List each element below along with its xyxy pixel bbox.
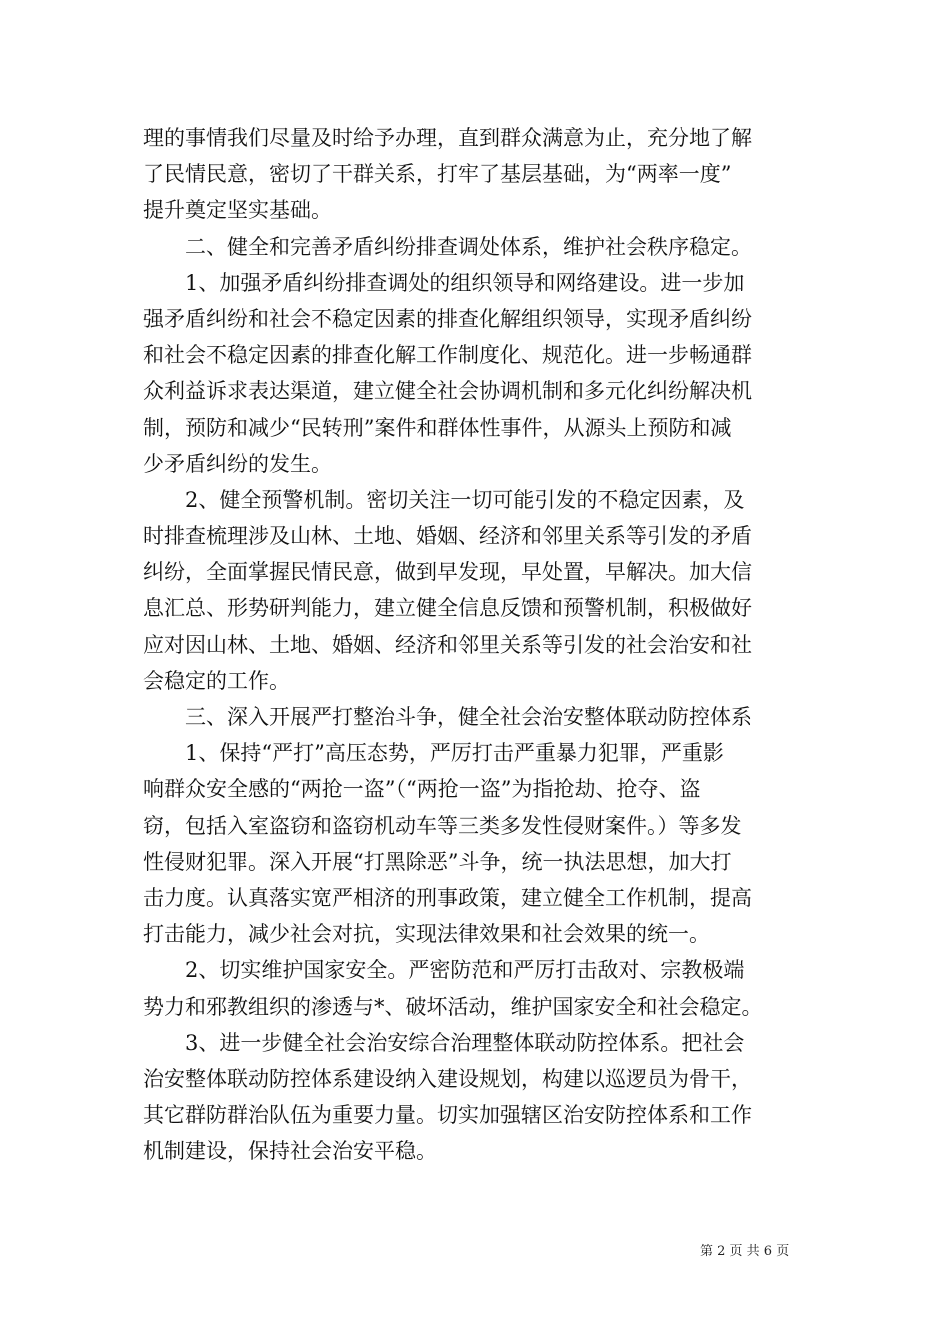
- text-line: 性侵财犯罪。深入开展“打黑除恶”斗争，统一执法思想，加大打: [143, 849, 732, 874]
- text-line: 治安整体联动防控体系建设纳入建设规划，构建以巡逻员为骨干，: [143, 1066, 752, 1091]
- text-line: 三、深入开展严打整治斗争，健全社会治安整体联动防控体系: [185, 705, 752, 729]
- text-line: 会稳定的工作。: [143, 668, 290, 693]
- text-line: 和社会不稳定因素的排查化解工作制度化、规范化。进一步畅通群: [143, 343, 752, 368]
- text-line: 纠纷，全面掌握民情民意，做到早发现，早处置，早解决。加大信: [143, 560, 752, 585]
- text-line: 时排查梳理涉及山林、土地、婚姻、经济和邻里关系等引发的矛盾: [143, 524, 752, 549]
- text-line: 机制建设，保持社会治安平稳。: [143, 1139, 437, 1164]
- text-line: 理的事情我们尽量及时给予办理，直到群众满意为止，充分地了解: [143, 126, 752, 150]
- text-line: 2、切实维护国家安全。严密防范和严厉打击敌对、宗教极端: [185, 958, 745, 983]
- text-line: 众利益诉求表达渠道，建立健全社会协调机制和多元化纠纷解决机: [143, 379, 752, 404]
- text-line: 窃，包括入室盗窃和盗窃机动车等三类多发性侵财案件。）等多发: [143, 813, 742, 838]
- text-line: 强矛盾纠纷和社会不稳定因素的排查化解组织领导，实现矛盾纠纷: [143, 306, 752, 331]
- text-line: 了民情民意，密切了干群关系，打牢了基层基础，为“两率一度”: [143, 162, 732, 187]
- text-line: 其它群防群治队伍为重要力量。切实加强辖区治安防控体系和工作: [143, 1103, 752, 1128]
- text-line: 1、保持“严打”高压态势，严厉打击严重暴力犯罪，严重影: [185, 741, 724, 766]
- text-line: 息汇总、形势研判能力，建立健全信息反馈和预警机制，积极做好: [143, 596, 752, 621]
- text-line: 3、进一步健全社会治安综合治理整体联动防控体系。把社会: [185, 1030, 745, 1055]
- text-line: 势力和邪教组织的渗透与*、破坏活动，维护国家安全和社会稳定。: [143, 994, 763, 1019]
- page-number-footer: 第 2 页 共 6 页: [700, 1244, 790, 1259]
- text-line: 响群众安全感的“两抢一盗”（“两抢一盗”为指抢劫、抢夺、盗: [143, 777, 701, 802]
- text-line: 少矛盾纠纷的发生。: [143, 451, 332, 476]
- text-line: 制，预防和减少“民转刑”案件和群体性事件，从源头上预防和减: [143, 415, 732, 440]
- text-line: 2、健全预警机制。密切关注一切可能引发的不稳定因素，及: [185, 487, 745, 512]
- text-line: 打击能力，减少社会对抗，实现法律效果和社会效果的统一。: [143, 922, 710, 947]
- text-line: 1、加强矛盾纠纷排查调处的组织领导和网络建设。进一步加: [185, 270, 745, 295]
- text-line: 击力度。认真落实宽严相济的刑事政策，建立健全工作机制，提高: [143, 885, 752, 910]
- text-line: 二、健全和完善矛盾纠纷排查调处体系，维护社会秩序稳定。: [185, 234, 752, 259]
- document-body: [143, 120, 811, 1169]
- text-line: 提升奠定坚实基础。: [143, 198, 332, 223]
- text-line: 应对因山林、土地、婚姻、经济和邻里关系等引发的社会治安和社: [143, 632, 752, 657]
